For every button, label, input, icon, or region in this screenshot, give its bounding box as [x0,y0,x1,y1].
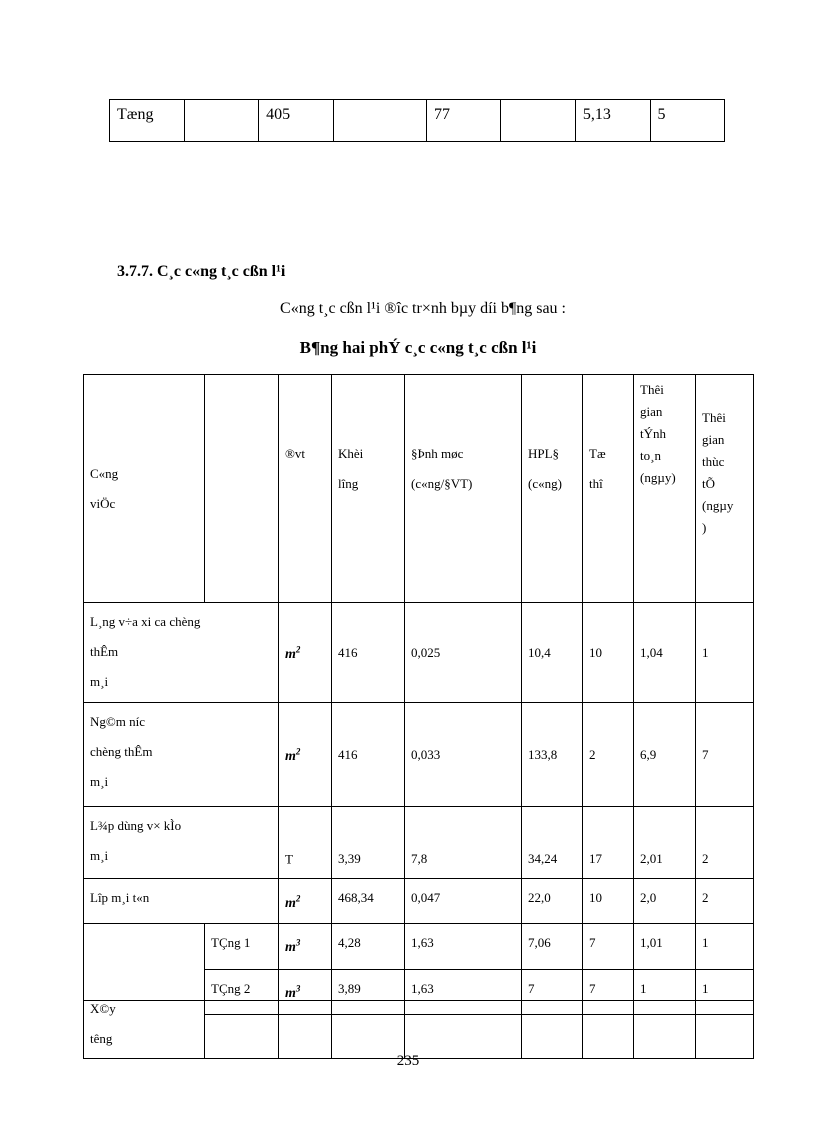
labor-cell: 7 [522,969,583,1015]
header-team [583,375,634,603]
unit-cell [279,1015,332,1058]
job-cell [84,879,279,924]
unit-cell [279,923,332,969]
unit-base: m [285,895,296,911]
team-cell: 2 [583,703,634,807]
totals-cell: 405 [259,100,334,142]
calc-time-cell: 1 [634,969,696,1015]
labor-cell: 7,06 [522,923,583,969]
unit-cell [279,807,332,879]
header-actual-time-label: Thêi gian thùc tÕ (ngµy ) [702,410,734,535]
norm-cell: 7,8 [405,807,522,879]
quantity-cell: 416 [332,703,405,807]
unit-exponent: 2 [295,644,301,655]
totals-cell [333,100,426,142]
header-labor-label: HPL§ (c«ng) [528,446,562,491]
totals-table [109,99,725,142]
header-row [84,375,754,603]
job-name: Lîp m¸i t«n [90,890,150,905]
section-heading: 3.7.7. C¸c c«ng t¸c cßn l¹i [117,263,286,280]
norm-cell: 1,63 [405,969,522,1015]
table-row [84,703,754,807]
unit-base: m [285,647,296,663]
quantity-cell: 468,34 [332,879,405,924]
totals-cell: 5 [650,100,725,142]
norm-cell: 0,047 [405,879,522,924]
labor-cell: 133,8 [522,703,583,807]
remaining-works-table [83,374,754,1059]
job-cell [84,807,279,879]
team-cell: 10 [583,603,634,703]
header-team-label: Tæ thî [589,446,606,491]
team-cell: 17 [583,807,634,879]
header-norm-label: §Þnh møc (c«ng/§VT) [411,446,473,491]
group-label-cell [84,923,205,1058]
norm-cell: 0,033 [405,703,522,807]
actual-time-cell: 1 [696,603,754,703]
totals-cell: 5,13 [575,100,650,142]
norm-cell: 0,025 [405,603,522,703]
floor-cell: TÇng 2 [205,969,279,1015]
actual-time-cell: 2 [696,807,754,879]
actual-time-cell: 7 [696,703,754,807]
unit-cell [279,969,332,1015]
calc-time-cell: 2,01 [634,807,696,879]
unit-exponent: 3 [295,983,301,994]
job-name: Ng©m níc chèng thÊm m¸i [90,714,153,789]
floor-cell: TÇng 1 [205,923,279,969]
job-cell [84,603,279,703]
team-cell: 7 [583,923,634,969]
table-row [84,923,754,969]
labor-cell: 22,0 [522,879,583,924]
team-cell: 7 [583,969,634,1015]
calc-time-cell: 1,01 [634,923,696,969]
labor-cell: 10,4 [522,603,583,703]
team-cell [583,1015,634,1058]
totals-cell: 77 [426,100,501,142]
actual-time-cell [696,1015,754,1058]
quantity-cell [332,1015,405,1058]
totals-cell [184,100,258,142]
unit-cell [279,703,332,807]
unit-exponent: 2 [295,893,301,903]
header-job [84,375,205,603]
header-quantity-label: Khèi lîng [338,446,364,491]
header-calc-time-label: Thêi gian tÝnh to¸n (ngµy) [640,382,676,485]
page-number: 235 [396,1053,420,1069]
totals-row [110,100,725,142]
header-labor [522,375,583,603]
calc-time-cell: 1,04 [634,603,696,703]
header-actual-time [696,375,754,603]
calc-time-cell: 6,9 [634,703,696,807]
main-table-container [83,374,753,1046]
calc-time-cell [634,1015,696,1058]
floor-cell [205,1015,279,1058]
header-unit-label: ®vt [285,446,305,461]
unit-exponent: 2 [295,746,301,757]
quantity-cell: 3,39 [332,807,405,879]
quantity-cell: 416 [332,603,405,703]
quantity-cell: 4,28 [332,923,405,969]
table-row [84,807,754,879]
header-job-label: C«ng viÖc [90,465,119,511]
table-caption: B¶ng hai phÝ c¸c c«ng t¸c cßn l¹i [299,338,537,357]
unit-base: T [285,851,293,866]
table-row [84,603,754,703]
actual-time-cell: 1 [696,923,754,969]
group-label: X©y têng [90,1000,116,1046]
header-quantity [332,375,405,603]
totals-cell: Tæng [110,100,185,142]
team-cell: 10 [583,879,634,924]
unit-exponent: 3 [295,937,301,948]
header-empty [205,375,279,603]
unit-base: m [285,749,296,765]
quantity-cell: 3,89 [332,969,405,1015]
job-cell [84,703,279,807]
job-name: L¸ng v÷a xi ca chèng thÊm m¸i [90,614,201,689]
unit-base: m [285,940,296,956]
header-unit [279,375,332,603]
labor-cell: 34,24 [522,807,583,879]
intro-paragraph: C«ng t¸c cßn l¹i ®îc tr×nh bµy díi b¶ng sau : [280,300,566,317]
table-row [84,879,754,924]
labor-cell [522,1015,583,1058]
unit-base: m [285,986,296,1002]
norm-cell [405,1015,522,1058]
totals-cell [501,100,575,142]
calc-time-cell: 2,0 [634,879,696,924]
header-calc-time [634,375,696,603]
actual-time-cell: 1 [696,969,754,1015]
unit-cell [279,603,332,703]
norm-cell: 1,63 [405,923,522,969]
unit-cell [279,879,332,924]
header-norm [405,375,522,603]
job-name: L¾p dùng v× kÌo m¸i [90,818,182,863]
actual-time-cell: 2 [696,879,754,924]
